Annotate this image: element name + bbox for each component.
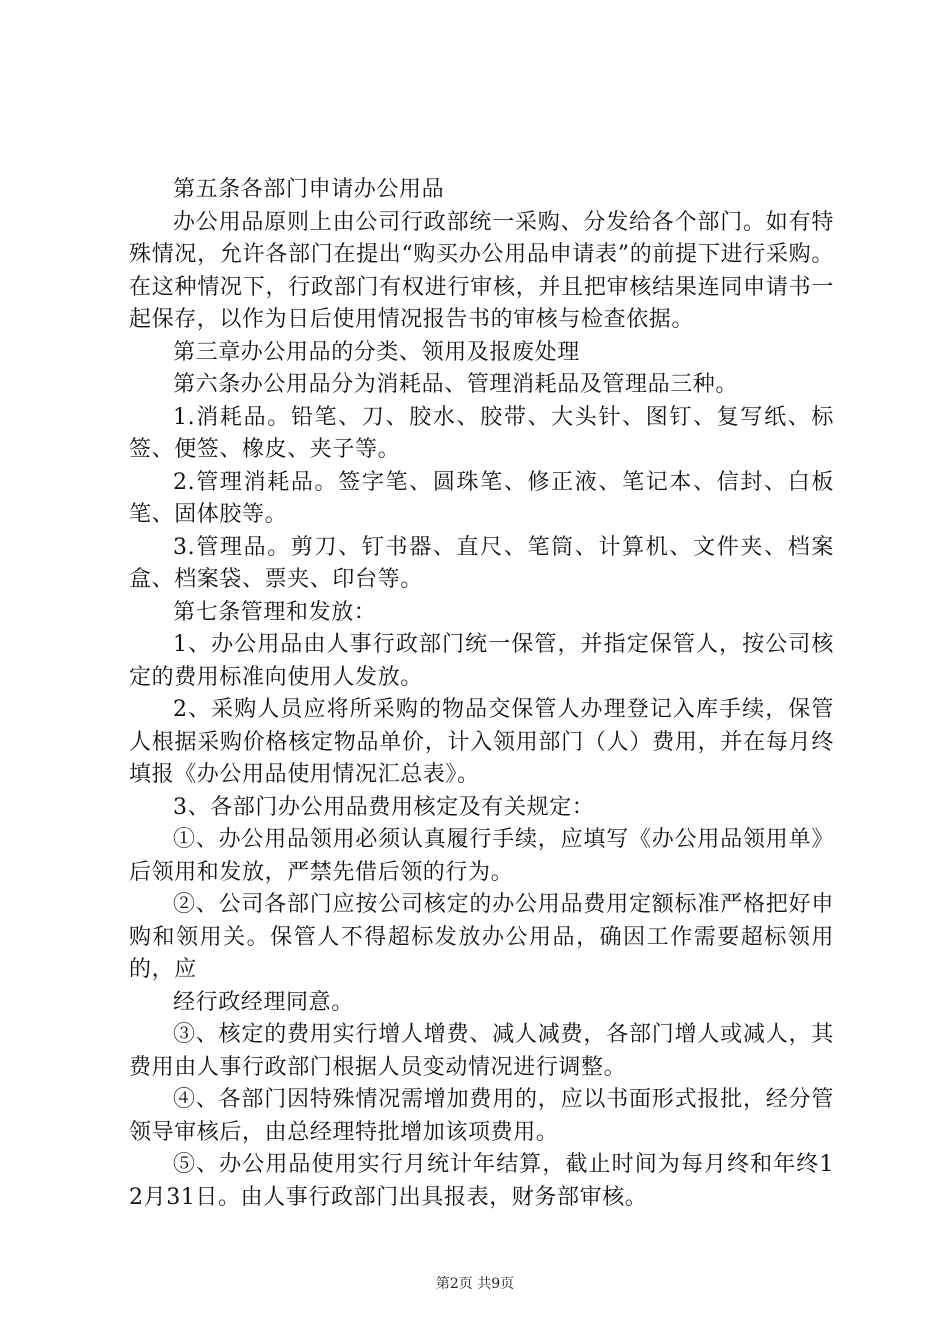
paragraph: ①、办公用品领用必须认真履行手续，应填写《办公用品领用单》后领用和发放，严禁先借后领的行为。 xyxy=(129,827,834,885)
paragraph: 办公用品原则上由公司行政部统一采购、分发给各个部门。如有特殊情况，允许各部门在提出“购买办公用品申请表”的前提下进行采购。在这种情况下，行政部门有权进行审核，并且把审核结果连同申请书一起保存，以作为日后使用情况报告书的审核与检查依据。 xyxy=(129,209,834,332)
paragraph: 1、办公用品由人事行政部门统一保管，并指定保管人，按公司核定的费用标准向使用人发放。 xyxy=(129,632,834,690)
paragraph: ②、公司各部门应按公司核定的办公用品费用定额标准严格把好申购和领用关。保管人不得超标发放办公用品，确因工作需要超标领用的，应 xyxy=(129,892,834,982)
paragraph: ③、核定的费用实行增人增费、减人减费，各部门增人或减人，其费用由人事行政部门根据人员变动情况进行调整。 xyxy=(129,1022,834,1080)
paragraph: 2、采购人员应将所采购的物品交保管人办理登记入库手续，保管人根据采购价格核定物品单价，计入领用部门（人）费用，并在每月终填报《办公用品使用情况汇总表》。 xyxy=(129,697,834,787)
paragraph: ④、各部门因特殊情况需增加费用的，应以书面形式报批，经分管领导审核后，由总经理特批增加该项费用。 xyxy=(129,1087,834,1145)
paragraph: 第七条管理和发放： xyxy=(173,599,377,625)
paragraph: 3、各部门办公用品费用核定及有关规定： xyxy=(173,794,595,820)
paragraph: 第六条办公用品分为消耗品、管理消耗品及管理品三种。 xyxy=(173,372,739,397)
paragraph: 经行政经理同意。 xyxy=(173,989,354,1015)
paragraph: 1.消耗品。铅笔、刀、胶水、胶带、大头针、图钉、复写纸、标签、便签、橡皮、夹子等。 xyxy=(129,404,834,462)
paragraph: 3.管理品。剪刀、钉书器、直尺、笔筒、计算机、文件夹、档案盒、档案袋、票夹、印台等。 xyxy=(129,534,834,592)
paragraph: 第五条各部门申请办公用品 xyxy=(173,177,445,202)
document-body xyxy=(129,174,834,1214)
page-number-footer: 第2页 共9页 xyxy=(435,1276,515,1292)
paragraph: 第三章办公用品的分类、领用及报废处理 xyxy=(173,339,580,365)
paragraph: ⑤、办公用品使用实行月统计年结算，截止时间为每月终和年终12月31日。由人事行政部门出具报表，财务部审核。 xyxy=(129,1152,834,1210)
paragraph: 2.管理消耗品。签字笔、圆珠笔、修正液、笔记本、信封、白板笔、固体胶等。 xyxy=(129,469,834,527)
